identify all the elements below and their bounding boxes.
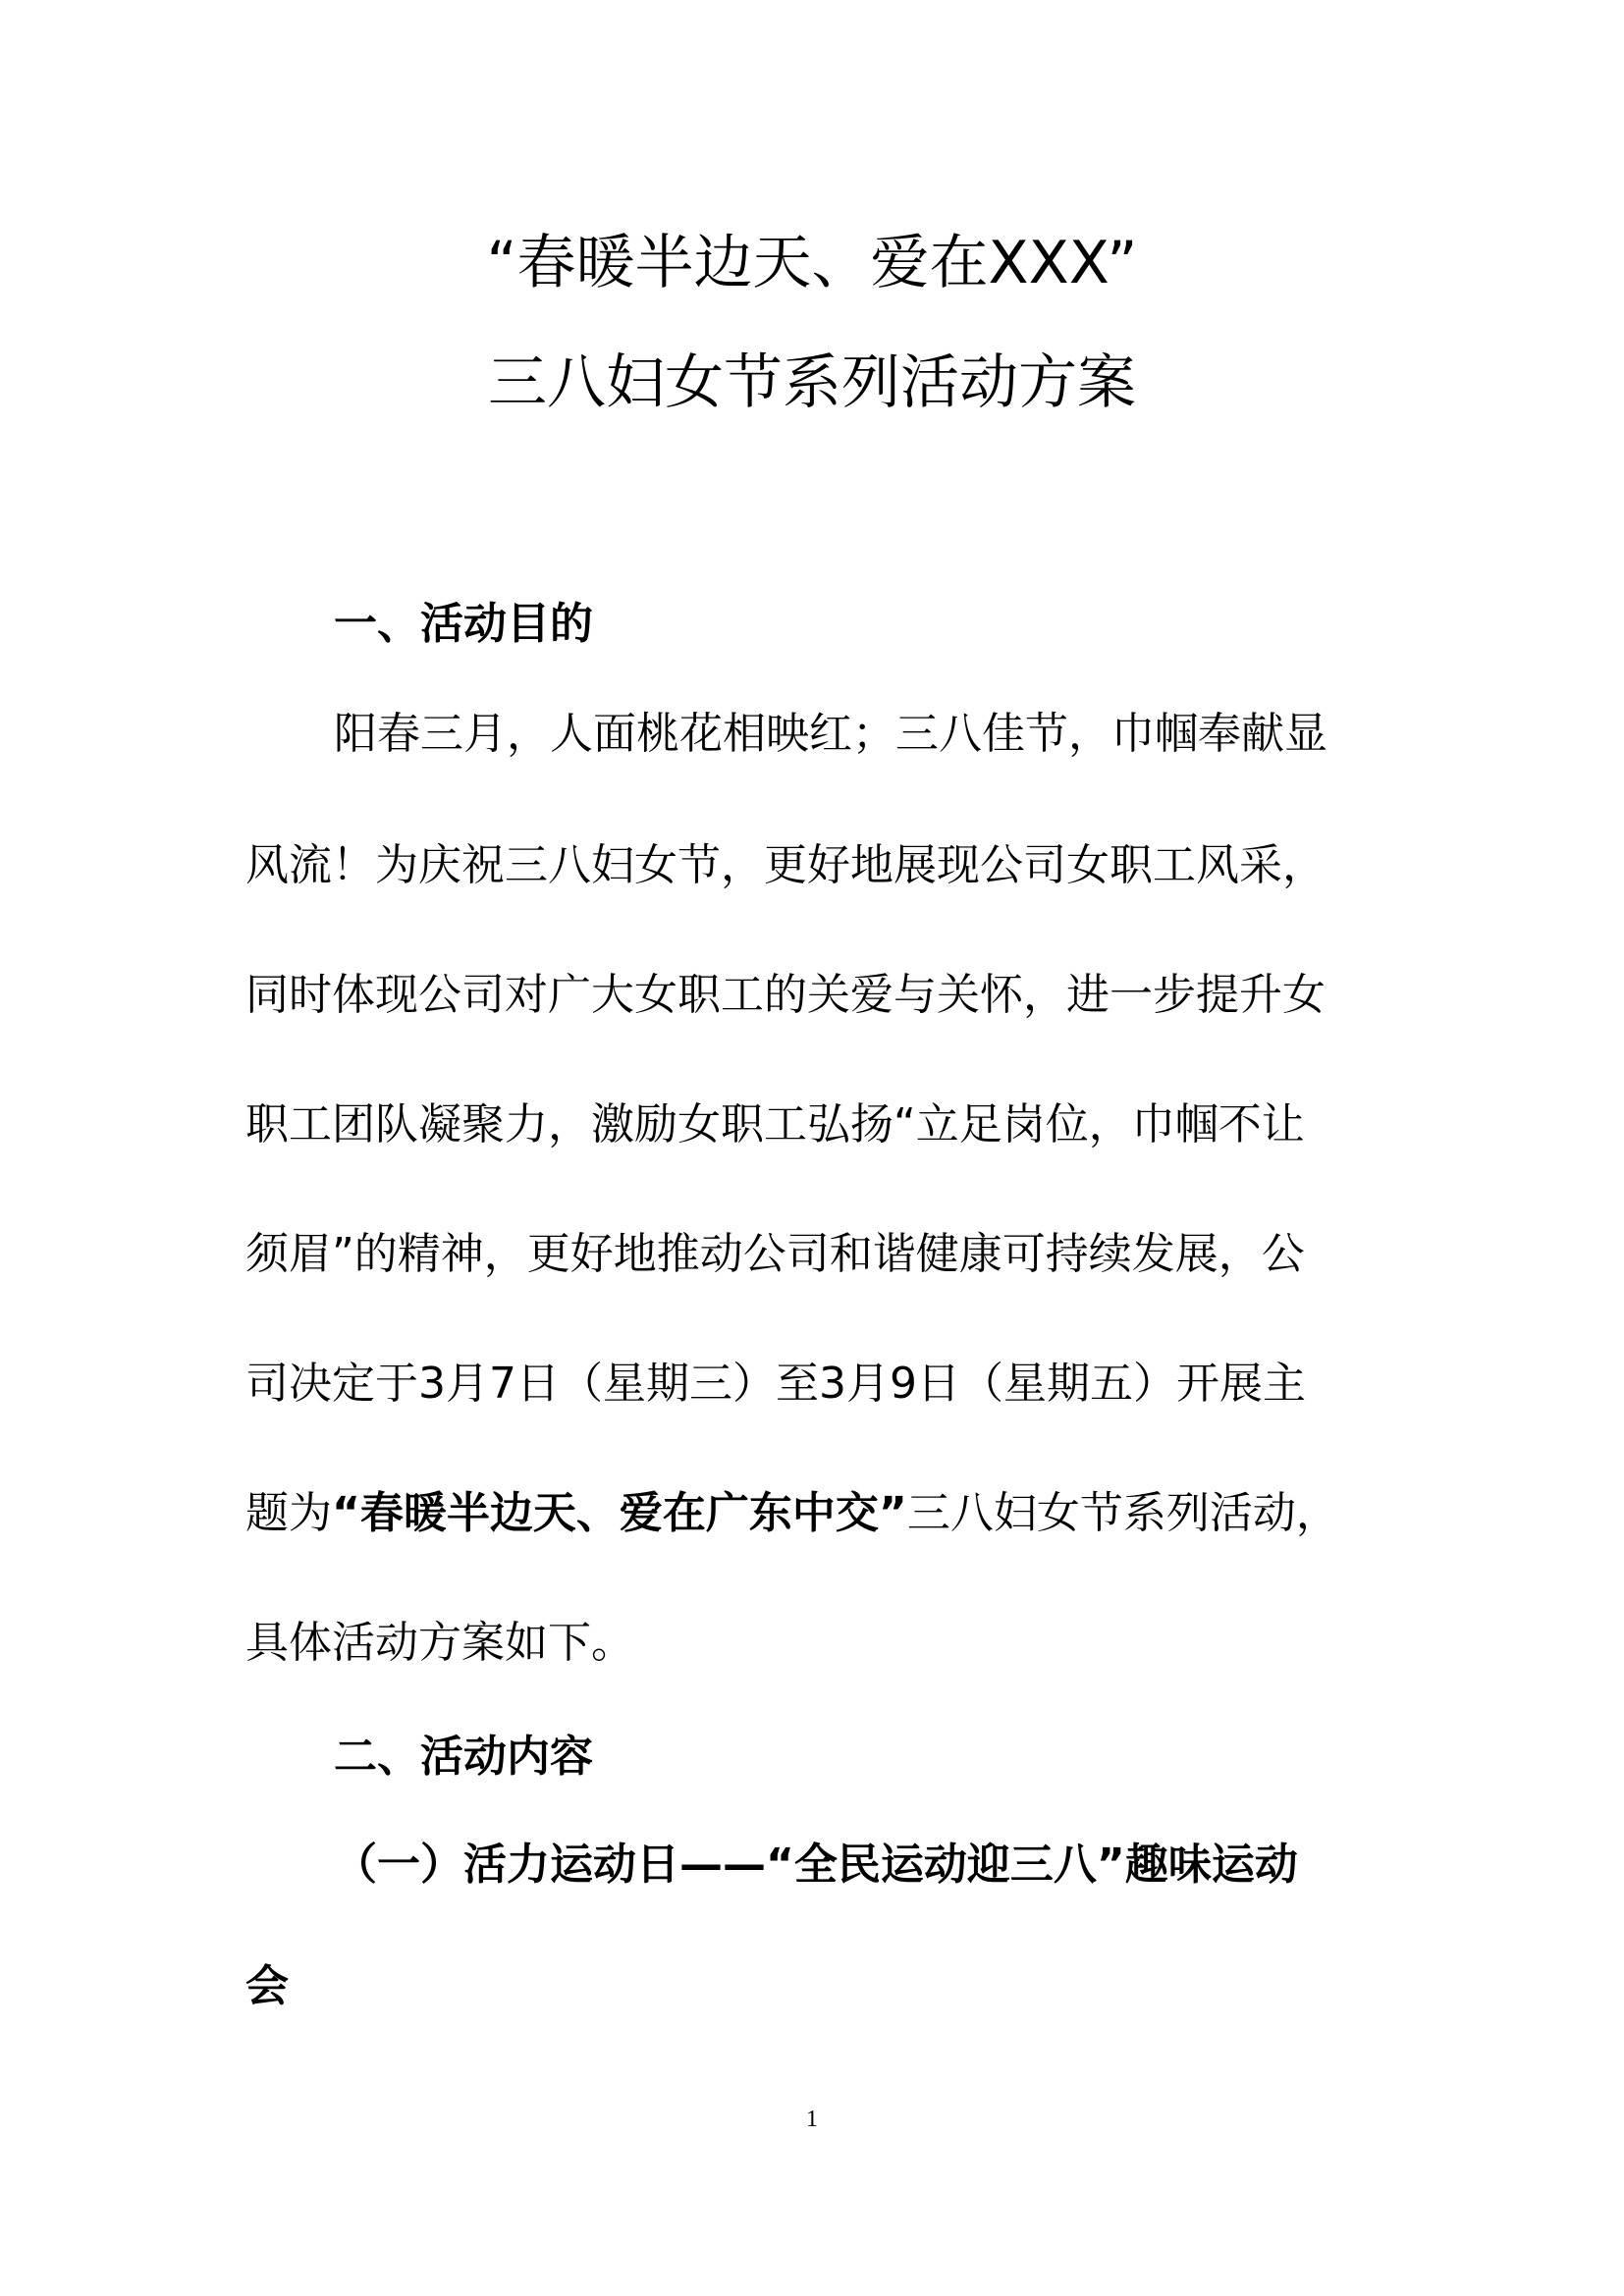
page-number: 1 xyxy=(806,2107,818,2132)
subsection-heading-line-1: （一）活力运动日——“全民运动迎三八”趣味运动 xyxy=(334,1840,1298,1890)
paragraph-line: 阳春三月，人面桃花相映红；三八佳节，巾帼奉献显 xyxy=(334,709,1327,759)
paragraph-line: 同时体现公司对广大女职工的关爱与关怀，进一步提升女 xyxy=(245,970,1326,1020)
paragraph-line: 须眉”的精神，更好地推动公司和谐健康可持续发展，公 xyxy=(245,1229,1305,1279)
section-heading-content: 二、活动内容 xyxy=(334,1732,593,1782)
subsection-heading-line-2: 会 xyxy=(245,1961,289,2011)
document-title-line-1: “春暖半边天、爱在XXX” xyxy=(486,229,1138,297)
paragraph-line: 风流！为庆祝三八妇女节，更好地展现公司女职工风采， xyxy=(245,840,1326,890)
paragraph-line: 职工团队凝聚力，激励女职工弘扬“立足岗位，巾帼不让 xyxy=(245,1099,1305,1149)
paragraph-line: 具体活动方案如下。 xyxy=(245,1618,634,1668)
theme-prefix: 题为 xyxy=(245,1488,332,1538)
document-title-line-2: 三八妇女节系列活动方案 xyxy=(488,348,1136,417)
theme-suffix: 三八妇女节系列活动， xyxy=(906,1488,1339,1538)
paragraph-line-with-theme xyxy=(245,1484,1384,1543)
section-heading-purpose: 一、活动目的 xyxy=(334,599,593,649)
theme-name: “春暖半边天、爱在广东中交” xyxy=(332,1488,907,1538)
paragraph-line: 司决定于3月7日（星期三）至3月9日（星期五）开展主 xyxy=(245,1359,1306,1409)
